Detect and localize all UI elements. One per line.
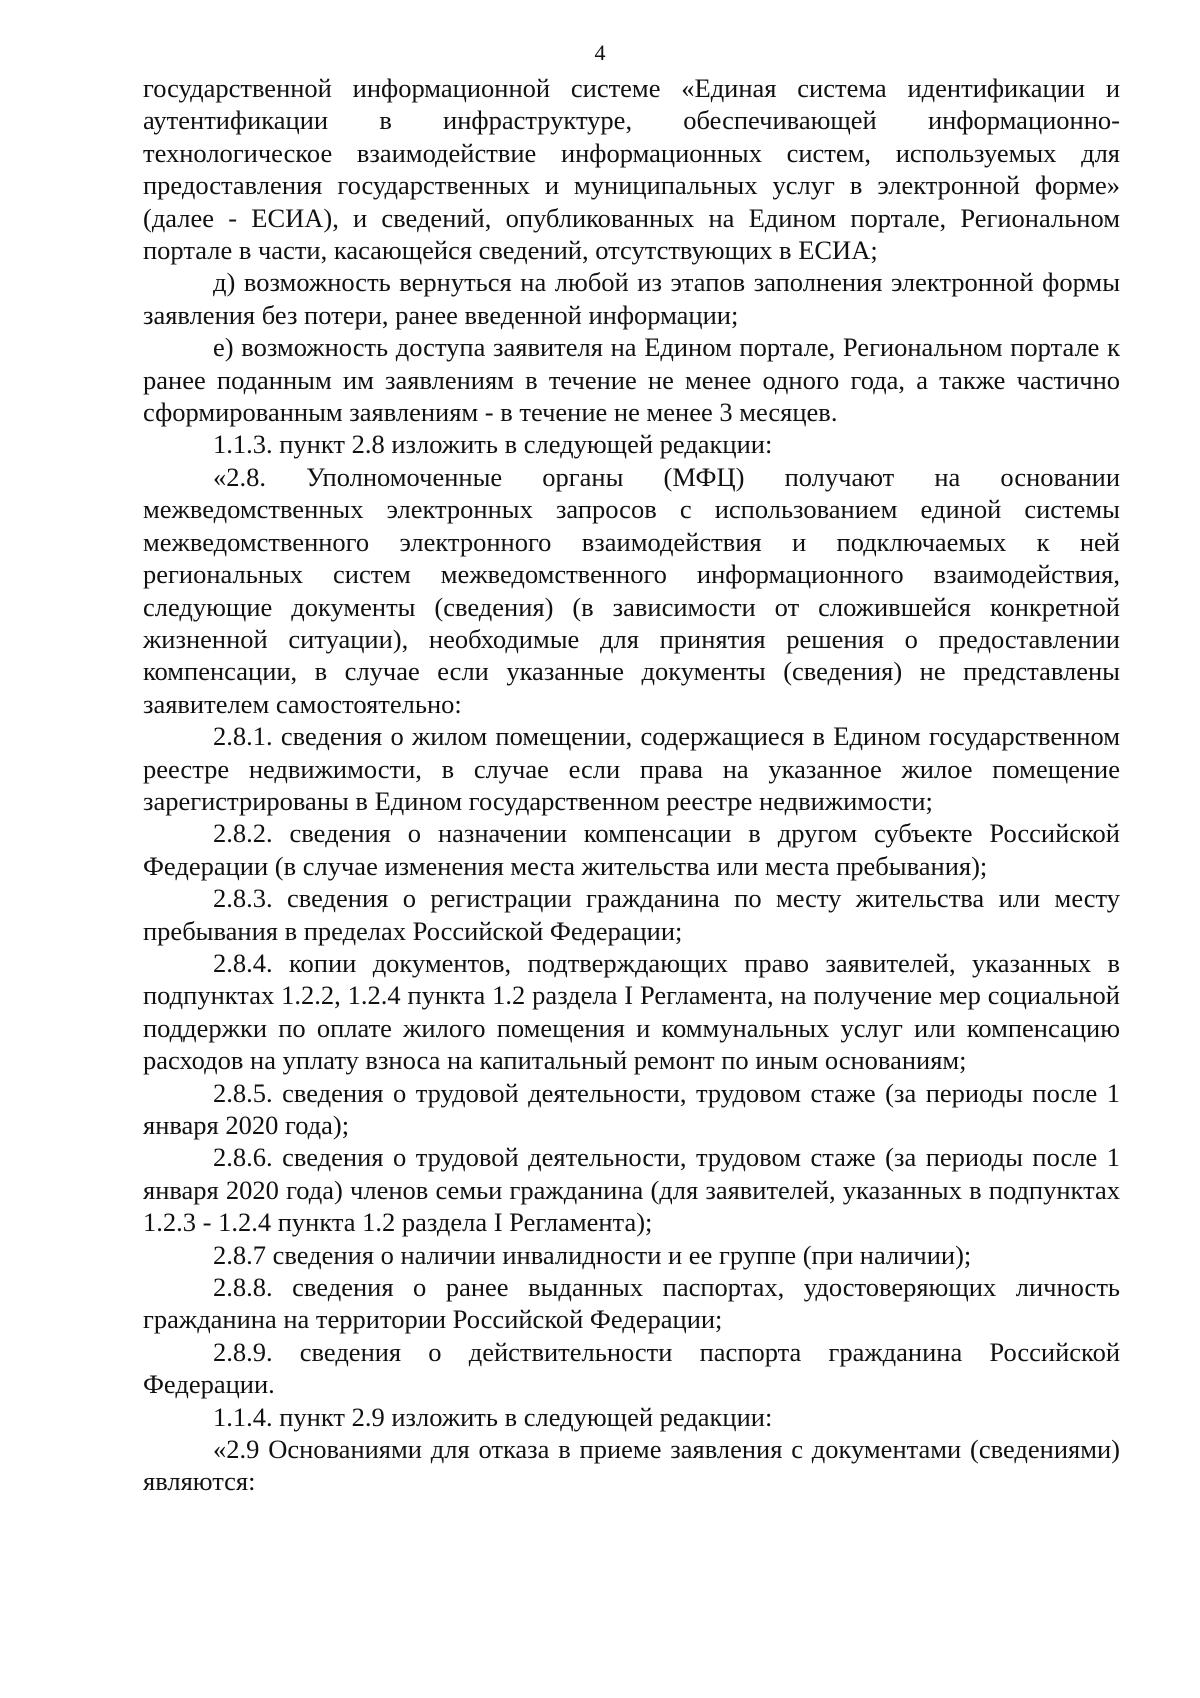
paragraph-2-8-9: 2.8.9. сведения о действительности паспорта гражданина Российской Федерации. <box>143 1336 1120 1400</box>
paragraph-1-1-4: 1.1.4. пункт 2.9 изложить в следующей редакции: <box>213 1401 773 1432</box>
page-number: 4 <box>594 40 606 65</box>
paragraph-2-8-6: 2.8.6. сведения о трудовой деятельности, трудовом стаже (за периоды после 1 января 2020 года) членов семьи гражданина (для заявителей, указанных в подпунктах 1.2.3 - 1.2.4 пункта 1.2 раздела I Регламента); <box>143 1142 1120 1238</box>
paragraph-1-1-3: 1.1.3. пункт 2.8 изложить в следующей редакции: <box>213 429 773 460</box>
paragraph-2-8-8: 2.8.8. сведения о ранее выданных паспортах, удостоверяющих личность гражданина на территории Российской Федерации; <box>143 1272 1120 1335</box>
paragraph-2-8-5: 2.8.5. сведения о трудовой деятельности, трудовом стаже (за периоды после 1 января 2020 года); <box>143 1077 1120 1140</box>
paragraph-2-8-2: 2.8.2. сведения о назначении компенсации в другом субъекте Российской Федерации (в случае изменения места жительства или места пребывания); <box>143 818 1120 881</box>
paragraph-item-e: е) возможность доступа заявителя на Едином портале, Региональном портале к ранее поданным им заявлениям в течение не менее одного года, а также частично сформированным заявлениям - в течение не менее 3 месяцев. <box>143 332 1120 428</box>
paragraph-item-d: д) возможность вернуться на любой из этапов заполнения электронной формы заявления без потери, ранее введенной информации; <box>143 267 1120 330</box>
paragraph-2-8-1: 2.8.1. сведения о жилом помещении, содержащиеся в Едином государственном реестре недвижимости, в случае если права на указанное жилое помещение зарегистрированы в Едином государственном реестре недвижимости; <box>143 721 1120 816</box>
paragraph-esia-continuation: государственной информационной системе «Единая система идентификации и аутентификации в инфраструктуре, обеспечивающей информационно-технологическое взаимодействие информационных систем, используемых для предоставления государственных и муниципальных услуг в электронной форме» (далее - ЕСИА), и сведений, опубликованных на Едином портале, Региональном портале в части, касающейся сведений, отсутствующих в ЕСИА; <box>143 73 1120 266</box>
paragraph-2-8: «2.8. Уполномоченные органы (МФЦ) получают на основании межведомственных электронных запросов с использованием единой системы межведомственного электронного взаимодействия и подключаемых к ней региональных систем межведомственного информационного взаимодействия, следующие документы (сведения) (в зависимости от сложившейся конкретной жизненной ситуации), необходимые для принятия решения о предоставлении компенсации, в случае если указанные документы (сведения) не представлены заявителем самостоятельно: <box>143 461 1120 719</box>
paragraph-2-8-3: 2.8.3. сведения о регистрации гражданина по месту жительства или месту пребывания в пределах Российской Федерации; <box>143 883 1120 946</box>
paragraph-2-8-7: 2.8.7 сведения о наличии инвалидности и ее группе (при наличии); <box>213 1239 972 1270</box>
paragraph-2-8-4: 2.8.4. копии документов, подтверждающих право заявителей, указанных в подпунктах 1.2.2, 1.2.4 пункта 1.2 раздела I Регламента, на получение мер социальной поддержки по оплате жилого помещения и коммунальных услуг или компенсацию расходов на уплату взноса на капитальный ремонт по иным основаниям; <box>143 947 1120 1076</box>
document-body <box>143 72 1120 1498</box>
paragraph-2-9: «2.9 Основаниями для отказа в приеме заявления с документами (сведениями) являются: <box>143 1434 1120 1497</box>
